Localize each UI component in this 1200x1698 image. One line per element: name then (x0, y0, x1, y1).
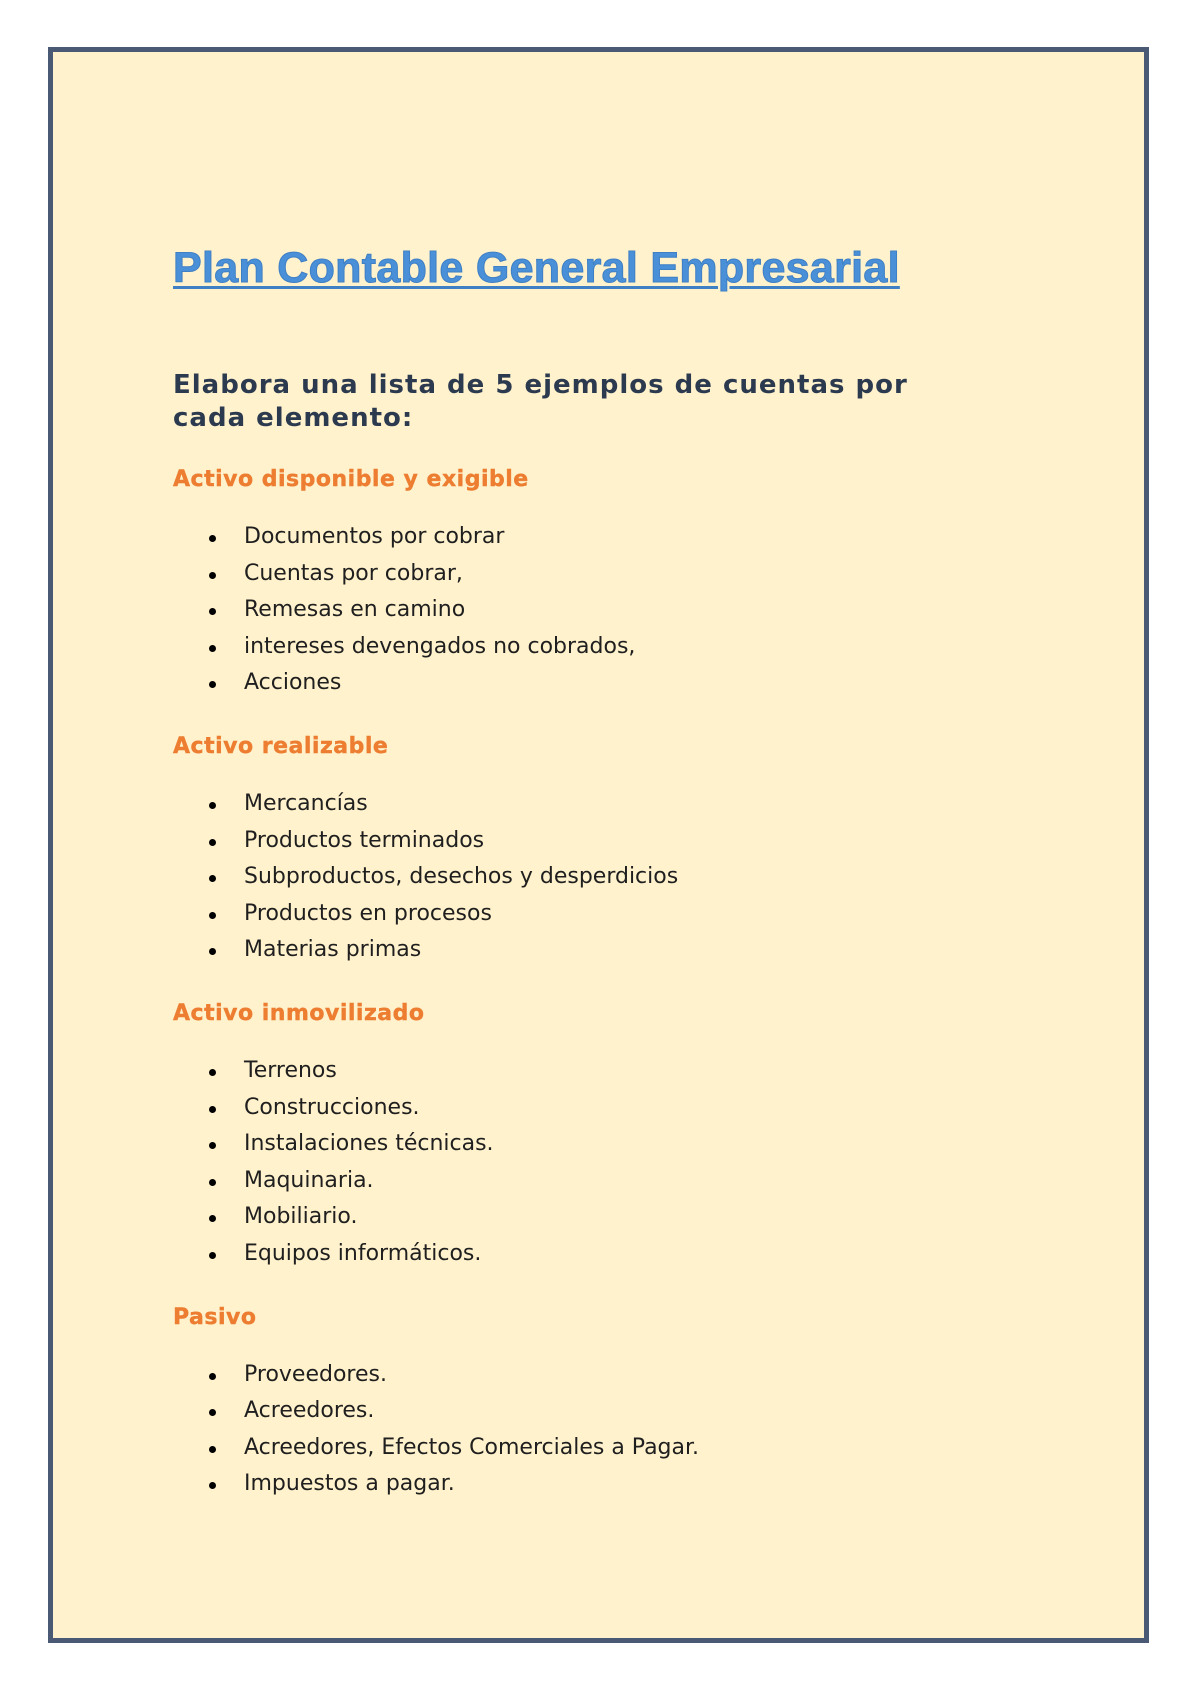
account-section (173, 1303, 1073, 1503)
list-item-text: Proveedores. (244, 1361, 387, 1387)
bullet-icon (209, 1482, 216, 1489)
list-item-text: Instalaciones técnicas. (244, 1131, 494, 1157)
list-item-text: Subproductos, desechos y desperdicios (244, 864, 679, 890)
bullet-icon (209, 608, 216, 615)
section-heading: Pasivo (173, 1304, 257, 1330)
document-page (48, 47, 1149, 1643)
list-item (173, 1090, 1073, 1127)
account-list (173, 786, 1073, 969)
list-item (173, 1053, 1073, 1090)
account-section (173, 732, 1073, 969)
sections-container (173, 465, 1073, 1503)
account-section (173, 999, 1073, 1273)
bullet-icon (209, 535, 216, 542)
list-item-text: Maquinaria. (244, 1167, 374, 1193)
bullet-icon (209, 572, 216, 579)
list-item-text: Mercancías (244, 790, 368, 816)
list-item-text: Documentos por cobrar (244, 524, 505, 549)
bullet-icon (209, 875, 216, 882)
bullet-icon (209, 1179, 216, 1186)
bullet-icon (209, 802, 216, 809)
list-item (173, 629, 1073, 666)
list-item (173, 519, 1073, 556)
list-item (173, 823, 1073, 860)
list-item (173, 1393, 1073, 1430)
list-item (173, 932, 1073, 969)
list-item-text: Cuentas por cobrar, (244, 560, 463, 586)
bullet-icon (209, 1069, 216, 1076)
list-item (173, 1163, 1073, 1200)
list-item-text: Terrenos (244, 1057, 337, 1083)
section-heading: Activo disponible y exigible (173, 467, 529, 492)
list-item (173, 786, 1073, 823)
bullet-icon (209, 1373, 216, 1380)
list-item (173, 665, 1073, 702)
account-section (173, 465, 1073, 702)
bullet-icon (209, 1106, 216, 1113)
list-item (173, 556, 1073, 593)
list-item (173, 592, 1073, 629)
list-item-text: Materias primas (244, 937, 422, 963)
list-item-text: Impuestos a pagar. (244, 1471, 455, 1497)
account-list (173, 1053, 1073, 1273)
list-item-text: intereses devengados no cobrados, (244, 633, 636, 659)
list-item-text: Mobiliario. (244, 1204, 358, 1230)
section-heading: Activo inmovilizado (173, 1000, 425, 1026)
bullet-icon (209, 1409, 216, 1416)
document-title: Plan Contable General Empresarial (173, 244, 900, 292)
bullet-icon (209, 1142, 216, 1149)
instruction-text: Elabora una lista de 5 ejemplos de cuentas por cada elemento: (173, 370, 908, 433)
bullet-icon (209, 681, 216, 688)
section-heading: Activo realizable (173, 733, 389, 759)
list-item (173, 1357, 1073, 1394)
list-item (173, 1199, 1073, 1236)
list-item (173, 1466, 1073, 1503)
bullet-icon (209, 948, 216, 955)
list-item (173, 1236, 1073, 1273)
bullet-icon (209, 1252, 216, 1259)
list-item (173, 1430, 1073, 1467)
list-item-text: Equipos informáticos. (244, 1240, 482, 1266)
list-item-text: Construcciones. (244, 1094, 420, 1120)
bullet-icon (209, 912, 216, 919)
bullet-icon (209, 1215, 216, 1222)
document-content (173, 242, 1073, 1503)
list-item-text: Productos terminados (244, 827, 485, 853)
list-item-text: Acciones (244, 670, 342, 696)
list-item (173, 1126, 1073, 1163)
account-list (173, 1357, 1073, 1503)
list-item-text: Remesas en camino (244, 597, 466, 623)
list-item-text: Acreedores, Efectos Comerciales a Pagar. (244, 1434, 700, 1460)
bullet-icon (209, 1446, 216, 1453)
list-item (173, 896, 1073, 933)
list-item-text: Productos en procesos (244, 900, 492, 926)
list-item-text: Acreedores. (244, 1398, 375, 1424)
account-list (173, 519, 1073, 702)
bullet-icon (209, 839, 216, 846)
list-item (173, 859, 1073, 896)
bullet-icon (209, 645, 216, 652)
